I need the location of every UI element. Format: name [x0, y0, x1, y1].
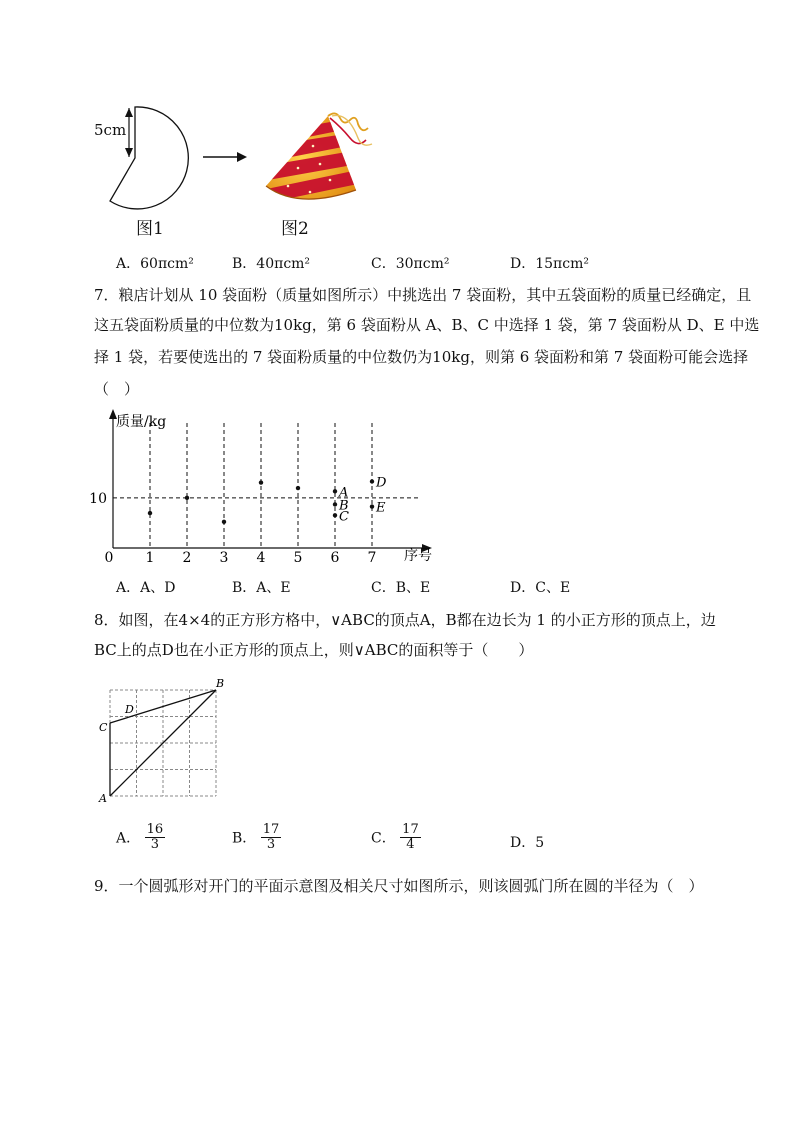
x-tick-label-5: 5: [293, 550, 303, 566]
point-a-label: A: [99, 792, 107, 805]
point-label-D: D: [376, 475, 387, 491]
fig2-caption: 图2: [281, 219, 309, 239]
q8-option-b[interactable]: B． $\frac{17}{3}$: [232, 822, 280, 852]
q8-option-d[interactable]: D．5: [510, 835, 545, 851]
q7-option-b[interactable]: B．A、E: [232, 580, 291, 596]
data-point-4: [259, 480, 263, 484]
q7-line-4: （ ）: [94, 380, 140, 398]
q6-option-d[interactable]: D．15πcm²: [510, 256, 589, 272]
point-c-label: C: [99, 721, 108, 734]
point-d-label: D: [125, 703, 134, 716]
data-point-9: [370, 479, 374, 483]
point-label-A: A: [339, 485, 349, 501]
fig1-dimension-label: 5cm: [94, 121, 127, 139]
x-tick-label-6: 6: [330, 550, 340, 566]
point-label-C: C: [339, 509, 349, 525]
x-axis-label: 序号: [404, 548, 432, 564]
q7-option-a[interactable]: A．A、D: [116, 580, 176, 596]
origin-label: 0: [104, 550, 114, 566]
y-tick-label-10: 10: [89, 490, 107, 507]
point-label-B: B: [339, 498, 349, 514]
q7-line-3: 择 1 袋，若要使选出的 7 袋面粉质量的中位数仍为10kg，则第 6 袋面粉和第 7 袋面粉可能会选择: [94, 348, 749, 366]
q8-grid-figure: [95, 678, 230, 806]
x-tick-label-3: 3: [219, 550, 229, 566]
q6-option-a[interactable]: A．60πcm²: [116, 256, 194, 272]
x-tick-label-1: 1: [145, 550, 155, 566]
party-hat-image: [258, 108, 388, 212]
x-tick-label-4: 4: [256, 550, 266, 566]
q8-line-1: 8．如图，在4×4的正方形方格中，∨ABC的顶点A，B都在边长为 1 的小正方形的顶点上，边: [94, 611, 716, 629]
data-point-1: [148, 511, 152, 515]
data-point-7: [333, 502, 337, 506]
data-point-2: [185, 496, 189, 500]
data-point-8: [333, 513, 337, 517]
q7-line-1: 7．粮店计划从 10 袋面粉（质量如图所示）中挑选出 7 袋面粉，其中五袋面粉的质量已经确定，且: [94, 286, 752, 304]
q9-question: 9．一个圆弧形对开门的平面示意图及相关尺寸如图所示，则该圆弧门所在圆的半径为（ ）: [94, 877, 704, 895]
x-tick-label-7: 7: [367, 550, 377, 566]
q7-option-c[interactable]: C．B、E: [371, 580, 431, 596]
data-point-3: [222, 520, 226, 524]
point-label-E: E: [376, 500, 386, 516]
fig1-caption: 图1: [136, 219, 164, 239]
q7-scatter-chart: [80, 405, 450, 570]
point-b-label: B: [216, 678, 225, 690]
q8-line-2: BC上的点D也在小正方形的顶点上，则∨ABC的面积等于（ ）: [94, 641, 534, 659]
data-point-6: [333, 489, 337, 493]
q7-line-2: 这五袋面粉质量的中位数为10kg，第 6 袋面粉从 A、B、C 中选择 1 袋，第 7 袋面粉从 D、E 中选: [94, 316, 760, 334]
q6-option-b[interactable]: B．40πcm²: [232, 256, 311, 272]
fraction-17-3: $\frac{17}{3}$: [262, 822, 280, 852]
y-axis-label: 质量/kg: [116, 414, 167, 430]
fraction-17-4: $\frac{17}{4}$: [402, 822, 419, 852]
arrow-icon: [200, 150, 250, 164]
q8-option-a[interactable]: A． $\frac{16}{3}$: [116, 822, 164, 852]
x-tick-label-2: 2: [182, 550, 192, 566]
q7-option-d[interactable]: D．C、E: [510, 580, 571, 596]
q6-figure-1: [90, 100, 200, 212]
q6-option-c[interactable]: C．30πcm²: [371, 256, 450, 272]
q8-option-c[interactable]: C． $\frac{17}{4}$: [371, 822, 419, 852]
data-point-10: [370, 504, 374, 508]
fraction-16-3: $\frac{16}{3}$: [146, 822, 164, 852]
data-point-5: [296, 486, 300, 490]
